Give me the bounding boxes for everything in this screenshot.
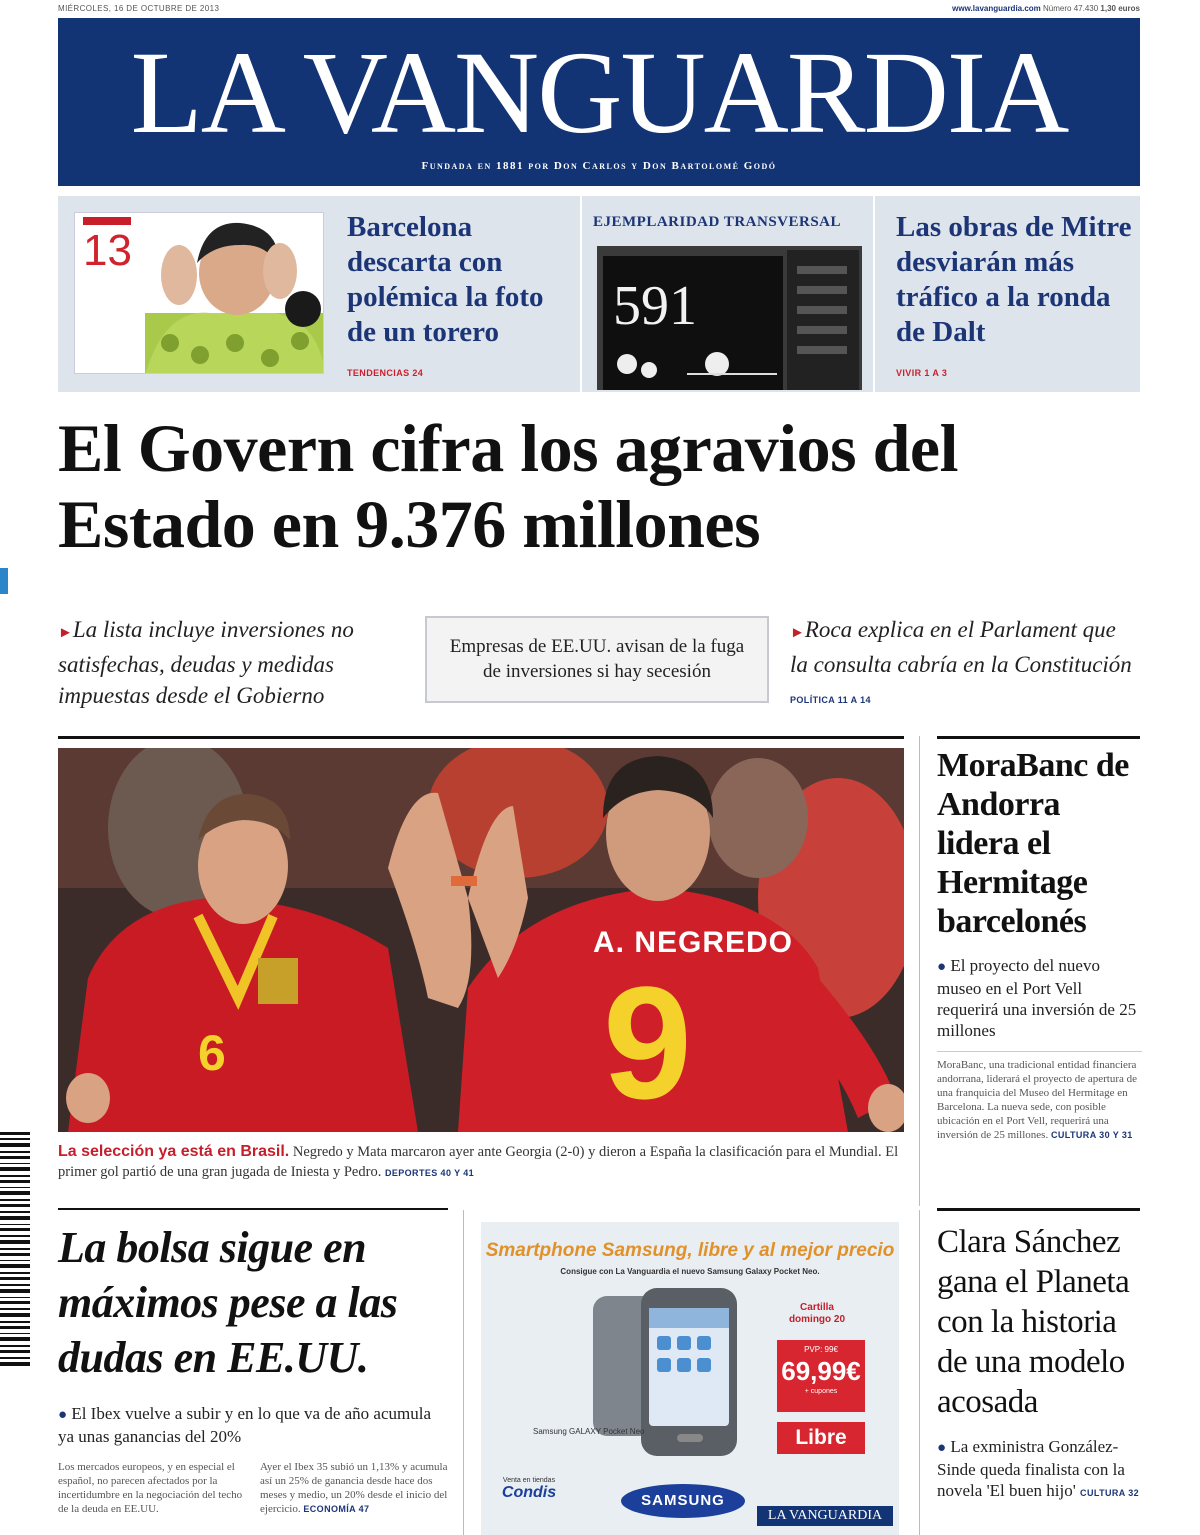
issue-price: 1,30 euros — [1100, 4, 1140, 13]
page-mark — [0, 568, 8, 594]
section-rule — [58, 1208, 448, 1210]
lead-sub-left-text: La lista incluye inversiones no satisfechas, deudas y medidas impuestas desde el Gobierno — [58, 617, 354, 708]
ad-price-note: + cupones — [804, 1388, 838, 1395]
bullet-icon: ● — [937, 1440, 947, 1456]
top-strip — [58, 2, 1140, 16]
lead-box[interactable]: Empresas de EE.UU. avisan de la fuga de inversiones si hay secesión — [425, 616, 769, 703]
caption-lead: La selección ya está en Brasil. — [58, 1143, 290, 1160]
torero-photo — [75, 213, 324, 374]
section-rule — [58, 736, 904, 739]
column-divider — [919, 1210, 920, 1535]
main-photo[interactable] — [58, 748, 904, 1132]
lavanguardia-logo: LA VANGUARDIA — [757, 1506, 893, 1526]
bolsa-bullet — [58, 1403, 448, 1447]
figure-591: 591 — [613, 275, 697, 337]
condis-name: Condis — [501, 1484, 557, 1501]
right-story-1-kicker[interactable]: CULTURA 30 Y 31 — [1050, 1130, 1133, 1140]
teaser-2-label: EJEMPLARIDAD TRANSVERSAL — [593, 214, 842, 230]
condis-logo — [499, 1477, 559, 1502]
bullet-icon: ● — [937, 959, 947, 975]
right-story-2-bullet — [937, 1436, 1147, 1504]
ad-price: 69,99€ — [781, 1356, 861, 1386]
bullet-icon: ● — [58, 1407, 68, 1423]
caption-text: Negredo y Mata marcaron ayer ante Georgia (2-0) y dieron a España la clasificación para el Mundial. El primer gol partió de una gran jugada de Iniesta y Pedro. — [58, 1144, 899, 1180]
ad-title: Smartphone Samsung, libre y al mejor precio — [485, 1240, 895, 1261]
lead-sub-right-text: Roca explica en el Parlament que la consulta cabría en la Constitución — [790, 617, 1132, 677]
arrow-icon: ► — [58, 625, 73, 641]
column-divider — [463, 1210, 464, 1535]
condis-note: Venta en tiendas — [502, 1477, 556, 1484]
website-link[interactable]: www.lavanguardia.com — [952, 4, 1041, 13]
right-story-1-headline[interactable]: MoraBanc de Andorra lidera el Hermitage barcelonés — [937, 747, 1129, 940]
masthead — [58, 18, 1140, 186]
ad-model: Samsung GALAXY Pocket Neo — [533, 1427, 645, 1436]
lead-kicker[interactable]: POLÍTICA 11 A 14 — [790, 695, 871, 705]
samsung-logo: SAMSUNG — [621, 1484, 745, 1518]
right-story-1-body — [937, 1051, 1142, 1163]
supplement-number: 13 — [83, 226, 132, 275]
bolsa-col-2 — [260, 1460, 448, 1532]
right-story-2-bullet-text: La exministra González-Sinde queda finalista con la novela 'El buen hijo' — [937, 1437, 1125, 1500]
right-story-2[interactable] — [937, 1222, 1147, 1504]
barcode — [0, 1132, 30, 1372]
issue-info — [952, 4, 1140, 13]
left-shirt-number: 6 — [198, 1025, 226, 1081]
bolsa-bullet-text: El Ibex vuelve a subir y en lo que va de año acumula ya unas ganancias del 20% — [58, 1404, 432, 1446]
right-story-1-bullet-text: El proyecto del nuevo museo en el Port Vell requerirá una inversión de 25 millones — [937, 956, 1137, 1040]
caption-kicker[interactable]: DEPORTES 40 Y 41 — [384, 1168, 475, 1178]
issue-number: Número 47.430 — [1043, 4, 1099, 13]
ad-subtitle: Consigue con La Vanguardia el nuevo Samsung Galaxy Pocket Neo. — [560, 1267, 820, 1276]
arrow-icon: ► — [790, 625, 805, 641]
teaser-1-kicker[interactable]: TENDENCIAS 24 — [347, 368, 424, 378]
ad-libre: Libre — [777, 1422, 865, 1454]
lead-sub-left — [58, 614, 413, 711]
lead-headline[interactable]: El Govern cifra los agravios del Estado en 9.376 millones — [58, 410, 959, 562]
ad-cartilla: Cartilla domingo 20 — [788, 1302, 846, 1325]
founded-line: Fundada en 1881 por Don Carlos y Don Bartolomé Godó — [421, 160, 777, 172]
ad-price-box — [777, 1340, 865, 1412]
teaser-3-headline[interactable]: Las obras de Mitre desviarán más tráfico a la ronda de Dalt — [896, 211, 1132, 348]
teaser-1-photo[interactable] — [74, 212, 324, 374]
teaser-divider — [873, 196, 875, 392]
photo-caption — [58, 1142, 906, 1183]
teaser-1-headline[interactable]: Barcelona descarta con polémica la foto de un torero — [347, 211, 544, 348]
teaser-2-photo[interactable] — [597, 246, 862, 390]
right-story-1-bullet — [937, 955, 1142, 1041]
shirt-name: A. NEGREDO — [593, 926, 794, 959]
samsung-ad[interactable] — [481, 1222, 899, 1535]
teaser-3-kicker[interactable]: VIVIR 1 A 3 — [896, 368, 948, 378]
teaser-3[interactable] — [896, 210, 1136, 391]
bolsa-headline[interactable]: La bolsa sigue en máximos pese a las dudas en EE.UU. — [58, 1223, 398, 1382]
ad-old-price: PVP: 99€ — [804, 1345, 838, 1354]
section-rule — [937, 1208, 1140, 1211]
bolsa-col-2-text: Ayer el Ibex 35 subió un 1,13% y acumula así un 25% de ganancia desde hace dos meses y medio, un 20% desde el inicio del ejercicio. — [260, 1461, 448, 1515]
issue-date: MIÉRCOLES, 16 DE OCTUBRE DE 2013 — [58, 4, 220, 13]
right-story-1[interactable] — [937, 746, 1142, 1163]
bolsa-story[interactable] — [58, 1220, 448, 1447]
shirt-number: 9 — [603, 953, 692, 1132]
column-divider — [919, 736, 920, 1206]
lead-sub-right — [790, 614, 1135, 716]
right-story-2-kicker[interactable]: CULTURA 32 — [1080, 1488, 1140, 1498]
teaser-divider — [580, 196, 582, 392]
bolsa-col-1: Los mercados europeos, y en especial el español, no parecen afectados por la incertidumbre en la negociación del techo de la deuda en EE.UU. — [58, 1461, 243, 1515]
right-story-2-headline[interactable]: Clara Sánchez gana el Planeta con la historia de una modelo acosada — [937, 1224, 1130, 1420]
newspaper-name: LA VANGUARDIA — [130, 27, 1068, 158]
teaser-1[interactable] — [347, 210, 575, 391]
bolsa-kicker[interactable]: ECONOMÍA 47 — [303, 1504, 370, 1514]
section-rule — [937, 736, 1140, 739]
right-story-1-body-text: MoraBanc, una tradicional entidad financiera andorrana, liderará el proyecto de apertura de una franquicia del Museo del Hermitage en Barcelona. La nueva sede, con posible ubicación en el Port Vell, requerirá una inversión de 25 millones. — [937, 1059, 1138, 1141]
